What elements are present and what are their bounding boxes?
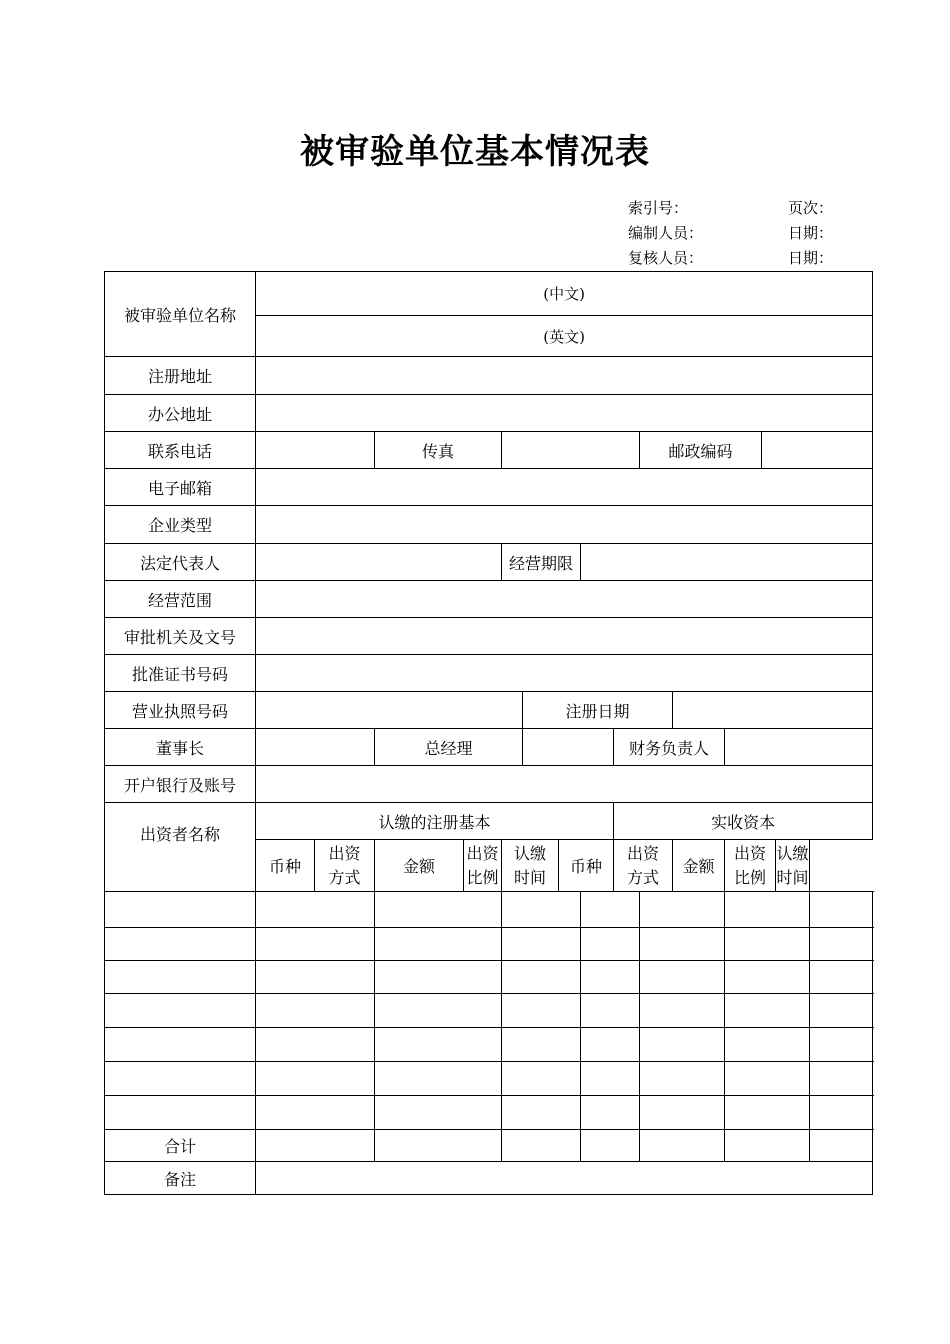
table-cell[interactable] <box>256 928 375 961</box>
bank-account-label: 开户银行及账号 <box>105 766 256 803</box>
sub-method-header: 出资 方式 <box>315 840 375 892</box>
table-cell[interactable] <box>502 892 581 928</box>
review-date-label: 日期： <box>788 249 834 267</box>
table-cell[interactable] <box>725 892 810 928</box>
paid-method-header: 出资 方式 <box>614 840 673 892</box>
finance-head-field[interactable] <box>725 729 873 766</box>
table-row <box>105 961 873 994</box>
table-cell[interactable] <box>640 928 725 961</box>
table-row <box>105 994 873 1028</box>
paid-amount-header: 金额 <box>673 840 725 892</box>
table-cell[interactable] <box>256 1130 375 1162</box>
op-scope-field[interactable] <box>256 581 873 618</box>
paid-capital-header: 实收资本 <box>614 803 873 840</box>
table-cell[interactable] <box>810 892 873 928</box>
table-row <box>105 1062 873 1096</box>
investor-cell[interactable] <box>105 1028 256 1062</box>
table-cell[interactable] <box>725 1096 810 1130</box>
sub-currency-header: 币种 <box>256 840 315 892</box>
subscribed-capital-header: 认缴的注册基本 <box>256 803 614 840</box>
table-cell[interactable] <box>581 1062 640 1096</box>
chairman-label: 董事长 <box>105 729 256 766</box>
investor-cell[interactable] <box>105 994 256 1028</box>
enterprise-type-field[interactable] <box>256 506 873 544</box>
table-cell[interactable] <box>640 892 725 928</box>
phone-label: 联系电话 <box>105 432 256 469</box>
table-cell[interactable] <box>375 1028 502 1062</box>
postcode-field[interactable] <box>762 432 873 469</box>
op-scope-label: 经营范围 <box>105 581 256 618</box>
table-row <box>105 928 873 961</box>
sub-ratio-header: 出资 比例 <box>464 840 502 892</box>
reg-address-label: 注册地址 <box>105 357 256 395</box>
table-cell[interactable] <box>810 1028 873 1062</box>
table-cell[interactable] <box>375 961 502 994</box>
approval-authority-label: 审批机关及文号 <box>105 618 256 655</box>
table-cell[interactable] <box>256 994 375 1028</box>
table-cell[interactable] <box>581 1028 640 1062</box>
table-row <box>105 1028 873 1062</box>
paid-ratio-header: 出资 比例 <box>725 840 776 892</box>
table-cell[interactable] <box>256 1096 375 1130</box>
reg-date-label: 注册日期 <box>523 692 673 729</box>
english-name-field[interactable]: (英文) <box>256 316 873 357</box>
table-cell[interactable] <box>502 961 581 994</box>
unit-name-label: 被审验单位名称 <box>105 272 256 357</box>
table-cell[interactable] <box>810 994 873 1028</box>
general-manager-label: 总经理 <box>375 729 523 766</box>
table-cell[interactable] <box>581 928 640 961</box>
table-cell[interactable] <box>810 928 873 961</box>
table-cell[interactable] <box>256 892 375 928</box>
table-cell[interactable] <box>375 1096 502 1130</box>
table-cell[interactable] <box>375 892 502 928</box>
table-row <box>105 1096 873 1130</box>
table-cell[interactable] <box>640 1062 725 1096</box>
sub-time-header: 认缴 时间 <box>502 840 559 892</box>
chairman-field[interactable] <box>256 729 375 766</box>
email-label: 电子邮箱 <box>105 469 256 506</box>
table-cell[interactable] <box>581 1096 640 1130</box>
finance-head-label: 财务负责人 <box>614 729 725 766</box>
reg-date-field[interactable] <box>673 692 873 729</box>
table-cell[interactable] <box>581 1130 640 1162</box>
approval-cert-label: 批准证书号码 <box>105 655 256 692</box>
investor-cell[interactable] <box>105 1062 256 1096</box>
fax-field[interactable] <box>502 432 640 469</box>
table-cell[interactable] <box>375 994 502 1028</box>
paid-time-header: 认缴 时间 <box>776 840 810 892</box>
table-cell[interactable] <box>810 1130 873 1162</box>
info-table <box>104 271 873 1195</box>
table-cell[interactable] <box>502 1028 581 1062</box>
approval-cert-field[interactable] <box>256 655 873 692</box>
paid-currency-header: 币种 <box>559 840 614 892</box>
table-cell[interactable] <box>725 961 810 994</box>
table-cell[interactable] <box>375 928 502 961</box>
approval-authority-field[interactable] <box>256 618 873 655</box>
table-cell[interactable] <box>502 994 581 1028</box>
legal-rep-label: 法定代表人 <box>105 544 256 581</box>
op-period-label: 经营期限 <box>502 544 581 581</box>
table-cell[interactable] <box>375 1130 502 1162</box>
meta-left <box>628 196 703 271</box>
sub-amount-header: 金额 <box>375 840 464 892</box>
table-cell[interactable] <box>375 1062 502 1096</box>
table-cell[interactable] <box>810 961 873 994</box>
remarks-field[interactable] <box>256 1162 873 1195</box>
fax-label: 传真 <box>375 432 502 469</box>
page-no-label: 页次： <box>788 199 834 217</box>
investor-cell[interactable] <box>105 961 256 994</box>
table-cell[interactable] <box>256 961 375 994</box>
table-cell[interactable] <box>640 1130 725 1162</box>
table-cell[interactable] <box>502 1130 581 1162</box>
table-cell[interactable] <box>640 1096 725 1130</box>
legal-rep-field[interactable] <box>256 544 502 581</box>
reviewer-label: 复核人员： <box>628 249 704 267</box>
prep-date-label: 日期： <box>788 224 834 242</box>
total-row <box>105 1130 873 1162</box>
table-cell[interactable] <box>502 1096 581 1130</box>
enterprise-type-label: 企业类型 <box>105 506 256 544</box>
bank-account-field[interactable] <box>256 766 873 803</box>
investor-cell[interactable] <box>105 892 256 928</box>
table-cell[interactable] <box>502 928 581 961</box>
index-no-label: 索引号： <box>628 199 689 217</box>
table-cell[interactable] <box>256 1062 375 1096</box>
office-address-field[interactable] <box>256 395 873 432</box>
preparer-label: 编制人员： <box>628 224 704 242</box>
meta-right <box>788 196 833 271</box>
table-cell[interactable] <box>581 961 640 994</box>
table-cell[interactable] <box>725 1130 810 1162</box>
postcode-label: 邮政编码 <box>640 432 762 469</box>
email-field[interactable] <box>256 469 873 506</box>
general-manager-field[interactable] <box>523 729 614 766</box>
remarks-label: 备注 <box>105 1162 256 1195</box>
table-cell[interactable] <box>256 1028 375 1062</box>
investor-cell[interactable] <box>105 928 256 961</box>
table-cell[interactable] <box>725 1062 810 1096</box>
table-cell[interactable] <box>581 994 640 1028</box>
table-cell[interactable] <box>640 1028 725 1062</box>
business-license-label: 营业执照号码 <box>105 692 256 729</box>
table-cell[interactable] <box>810 1062 873 1096</box>
table-cell[interactable] <box>581 892 640 928</box>
reg-address-field[interactable] <box>256 357 873 395</box>
phone-field[interactable] <box>256 432 375 469</box>
table-cell[interactable] <box>640 994 725 1028</box>
table-cell[interactable] <box>725 994 810 1028</box>
investor-cell[interactable] <box>105 1096 256 1130</box>
table-cell[interactable] <box>810 1096 873 1130</box>
table-cell[interactable] <box>640 961 725 994</box>
investor-name-label: 出资者名称 <box>105 803 256 892</box>
chinese-name-field[interactable]: (中文) <box>256 272 873 316</box>
table-cell[interactable] <box>725 1028 810 1062</box>
total-label: 合计 <box>105 1130 256 1162</box>
table-cell[interactable] <box>725 928 810 961</box>
table-cell[interactable] <box>502 1062 581 1096</box>
op-period-field[interactable] <box>581 544 873 581</box>
office-address-label: 办公地址 <box>105 395 256 432</box>
page-title: 被审验单位基本情况表 <box>300 132 650 172</box>
business-license-field[interactable] <box>256 692 523 729</box>
table-row <box>105 892 873 928</box>
